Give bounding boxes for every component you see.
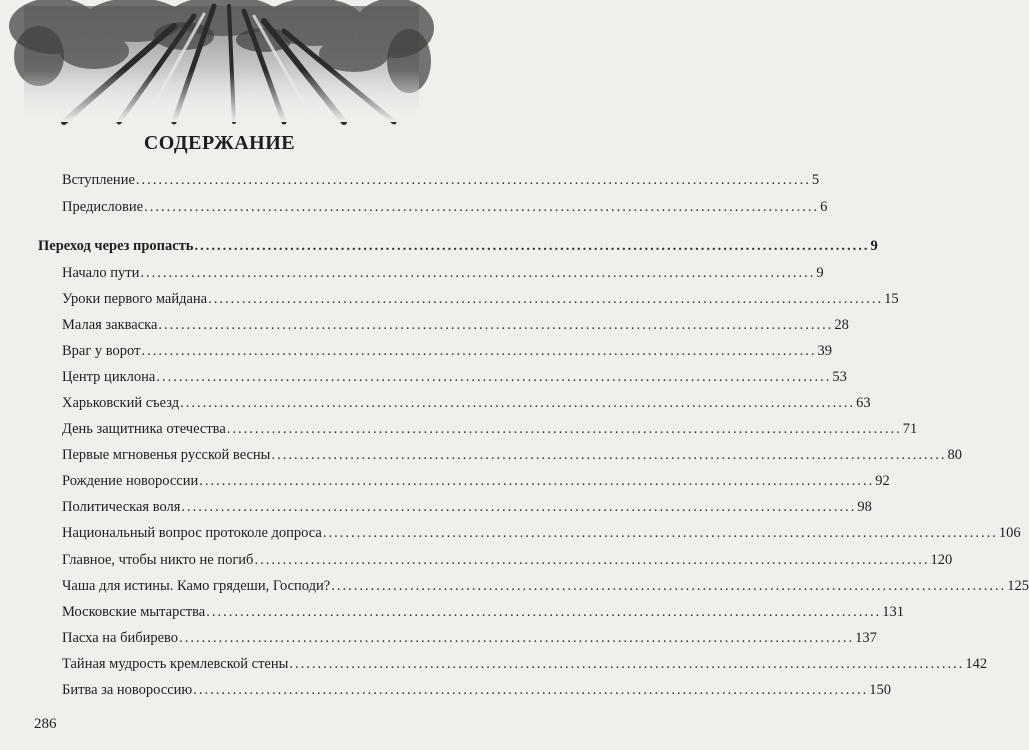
toc-entry-page: 9 bbox=[870, 238, 878, 254]
toc-entry-title: Враг у ворот bbox=[62, 343, 141, 359]
toc-leader-dots: ........................................................................................................................ bbox=[331, 578, 1007, 594]
toc-leader-dots: ........................................................................................................................ bbox=[254, 552, 930, 568]
toc-leader-dots: ........................................................................................................................ bbox=[181, 499, 857, 515]
toc-entry bbox=[62, 316, 849, 334]
toc-entry bbox=[62, 171, 820, 189]
toc-entry-title: Рождение новороссии bbox=[62, 473, 199, 489]
toc-entry bbox=[62, 446, 962, 464]
toc-leader-dots: ........................................................................................................................ bbox=[193, 682, 869, 698]
toc-entry-page: 28 bbox=[834, 317, 849, 333]
toc-entry-page: 125 bbox=[1007, 578, 1029, 594]
toc-leader-dots: ........................................................................................................................ bbox=[158, 317, 834, 333]
toc-leader-dots: ........................................................................................................................ bbox=[144, 199, 820, 215]
toc-entry-page: 137 bbox=[855, 630, 877, 646]
toc-entry-title: Харьковский съезд bbox=[62, 395, 180, 411]
toc-entry-title: Пасха на бибирево bbox=[62, 630, 179, 646]
toc-entry bbox=[62, 264, 824, 282]
toc-entry-title: Вступление bbox=[62, 172, 135, 188]
toc-leader-dots: ........................................................................................................................ bbox=[199, 473, 875, 489]
toc-leader-dots: ........................................................................................................................ bbox=[206, 604, 882, 620]
toc-entry bbox=[62, 655, 988, 673]
toc-entry-page: 106 bbox=[998, 525, 1021, 541]
toc-entry bbox=[62, 290, 899, 308]
toc-entry-title: Главное, чтобы никто не погиб bbox=[62, 552, 254, 568]
toc-entry-title: Переход через пропасть bbox=[38, 238, 194, 254]
toc-entry bbox=[62, 577, 1029, 595]
toc-entry-page: 92 bbox=[875, 473, 890, 489]
toc-entry-page: 142 bbox=[965, 656, 988, 672]
toc-leader-dots: ........................................................................................................................ bbox=[194, 238, 870, 254]
toc-entry bbox=[62, 198, 828, 216]
toc-entry-title: Национальный вопрос протоколе допроса bbox=[62, 525, 322, 541]
toc-entry bbox=[62, 524, 1021, 542]
toc-leader-dots: ........................................................................................................................ bbox=[208, 291, 884, 307]
toc-leader-dots: ........................................................................................................................ bbox=[156, 369, 832, 385]
toc-entry bbox=[62, 498, 872, 516]
toc-entry-title: Московские мытарства bbox=[62, 604, 206, 620]
toc-title: СОДЕРЖАНИЕ bbox=[143, 132, 296, 154]
toc-entry bbox=[62, 342, 832, 360]
toc-entry-page: 98 bbox=[857, 499, 872, 515]
forest-canopy-image bbox=[24, 6, 419, 122]
toc-entry bbox=[62, 420, 918, 438]
toc-entry-page: 9 bbox=[816, 265, 824, 281]
toc-entry-title: Чаша для истины. Камо грядеши, Господи? bbox=[62, 578, 331, 594]
toc-entry bbox=[62, 681, 892, 699]
toc-entry bbox=[62, 394, 871, 412]
toc-leader-dots: ........................................................................................................................ bbox=[322, 525, 998, 541]
toc-leader-dots: ........................................................................................................................ bbox=[179, 630, 855, 646]
toc-entry-title: Битва за новороссию bbox=[62, 682, 193, 698]
toc-leader-dots: ........................................................................................................................ bbox=[226, 421, 902, 437]
toc-leader-dots: ........................................................................................................................ bbox=[271, 447, 947, 463]
toc-entry bbox=[38, 237, 878, 255]
toc-entry bbox=[62, 629, 877, 647]
page-number: 286 bbox=[34, 716, 57, 732]
toc-entry-page: 120 bbox=[930, 552, 953, 568]
toc-entry-page: 150 bbox=[869, 682, 892, 698]
toc-entry bbox=[62, 368, 847, 386]
toc-entry bbox=[62, 472, 890, 490]
toc-entry-page: 39 bbox=[817, 343, 832, 359]
toc-leader-dots: ........................................................................................................................ bbox=[141, 343, 817, 359]
toc-entry-page: 6 bbox=[820, 199, 828, 215]
toc-entry-page: 63 bbox=[856, 395, 871, 411]
toc-leader-dots: ........................................................................................................................ bbox=[180, 395, 856, 411]
toc-entry-page: 71 bbox=[902, 421, 918, 437]
toc-entry-title: Малая закваска bbox=[62, 317, 158, 333]
toc-entry-page: 131 bbox=[882, 604, 904, 620]
toc-entry-title: День защитника отечества bbox=[62, 421, 226, 437]
toc-entry-page: 53 bbox=[832, 369, 847, 385]
toc-entry-title: Уроки первого майдана bbox=[62, 291, 208, 307]
toc-leader-dots: ........................................................................................................................ bbox=[140, 265, 816, 281]
toc-entry-title: Начало пути bbox=[62, 265, 140, 281]
toc-entry-title: Тайная мудрость кремлевской стены bbox=[62, 656, 289, 672]
toc-entry-page: 5 bbox=[811, 172, 820, 188]
toc-entry-title: Политическая воля bbox=[62, 499, 181, 515]
toc-leader-dots: ........................................................................................................................ bbox=[289, 656, 965, 672]
toc-leader-dots: ........................................................................................................................ bbox=[135, 172, 811, 188]
toc-entry-page: 80 bbox=[947, 447, 962, 463]
toc-entry-title: Центр циклона bbox=[62, 369, 156, 385]
toc-entry bbox=[62, 551, 953, 569]
toc-entry-page: 15 bbox=[884, 291, 899, 307]
toc-entry-title: Первые мгновенья русской весны bbox=[62, 447, 271, 463]
toc-entry bbox=[62, 603, 904, 621]
toc-entry-title: Предисловие bbox=[62, 199, 144, 215]
